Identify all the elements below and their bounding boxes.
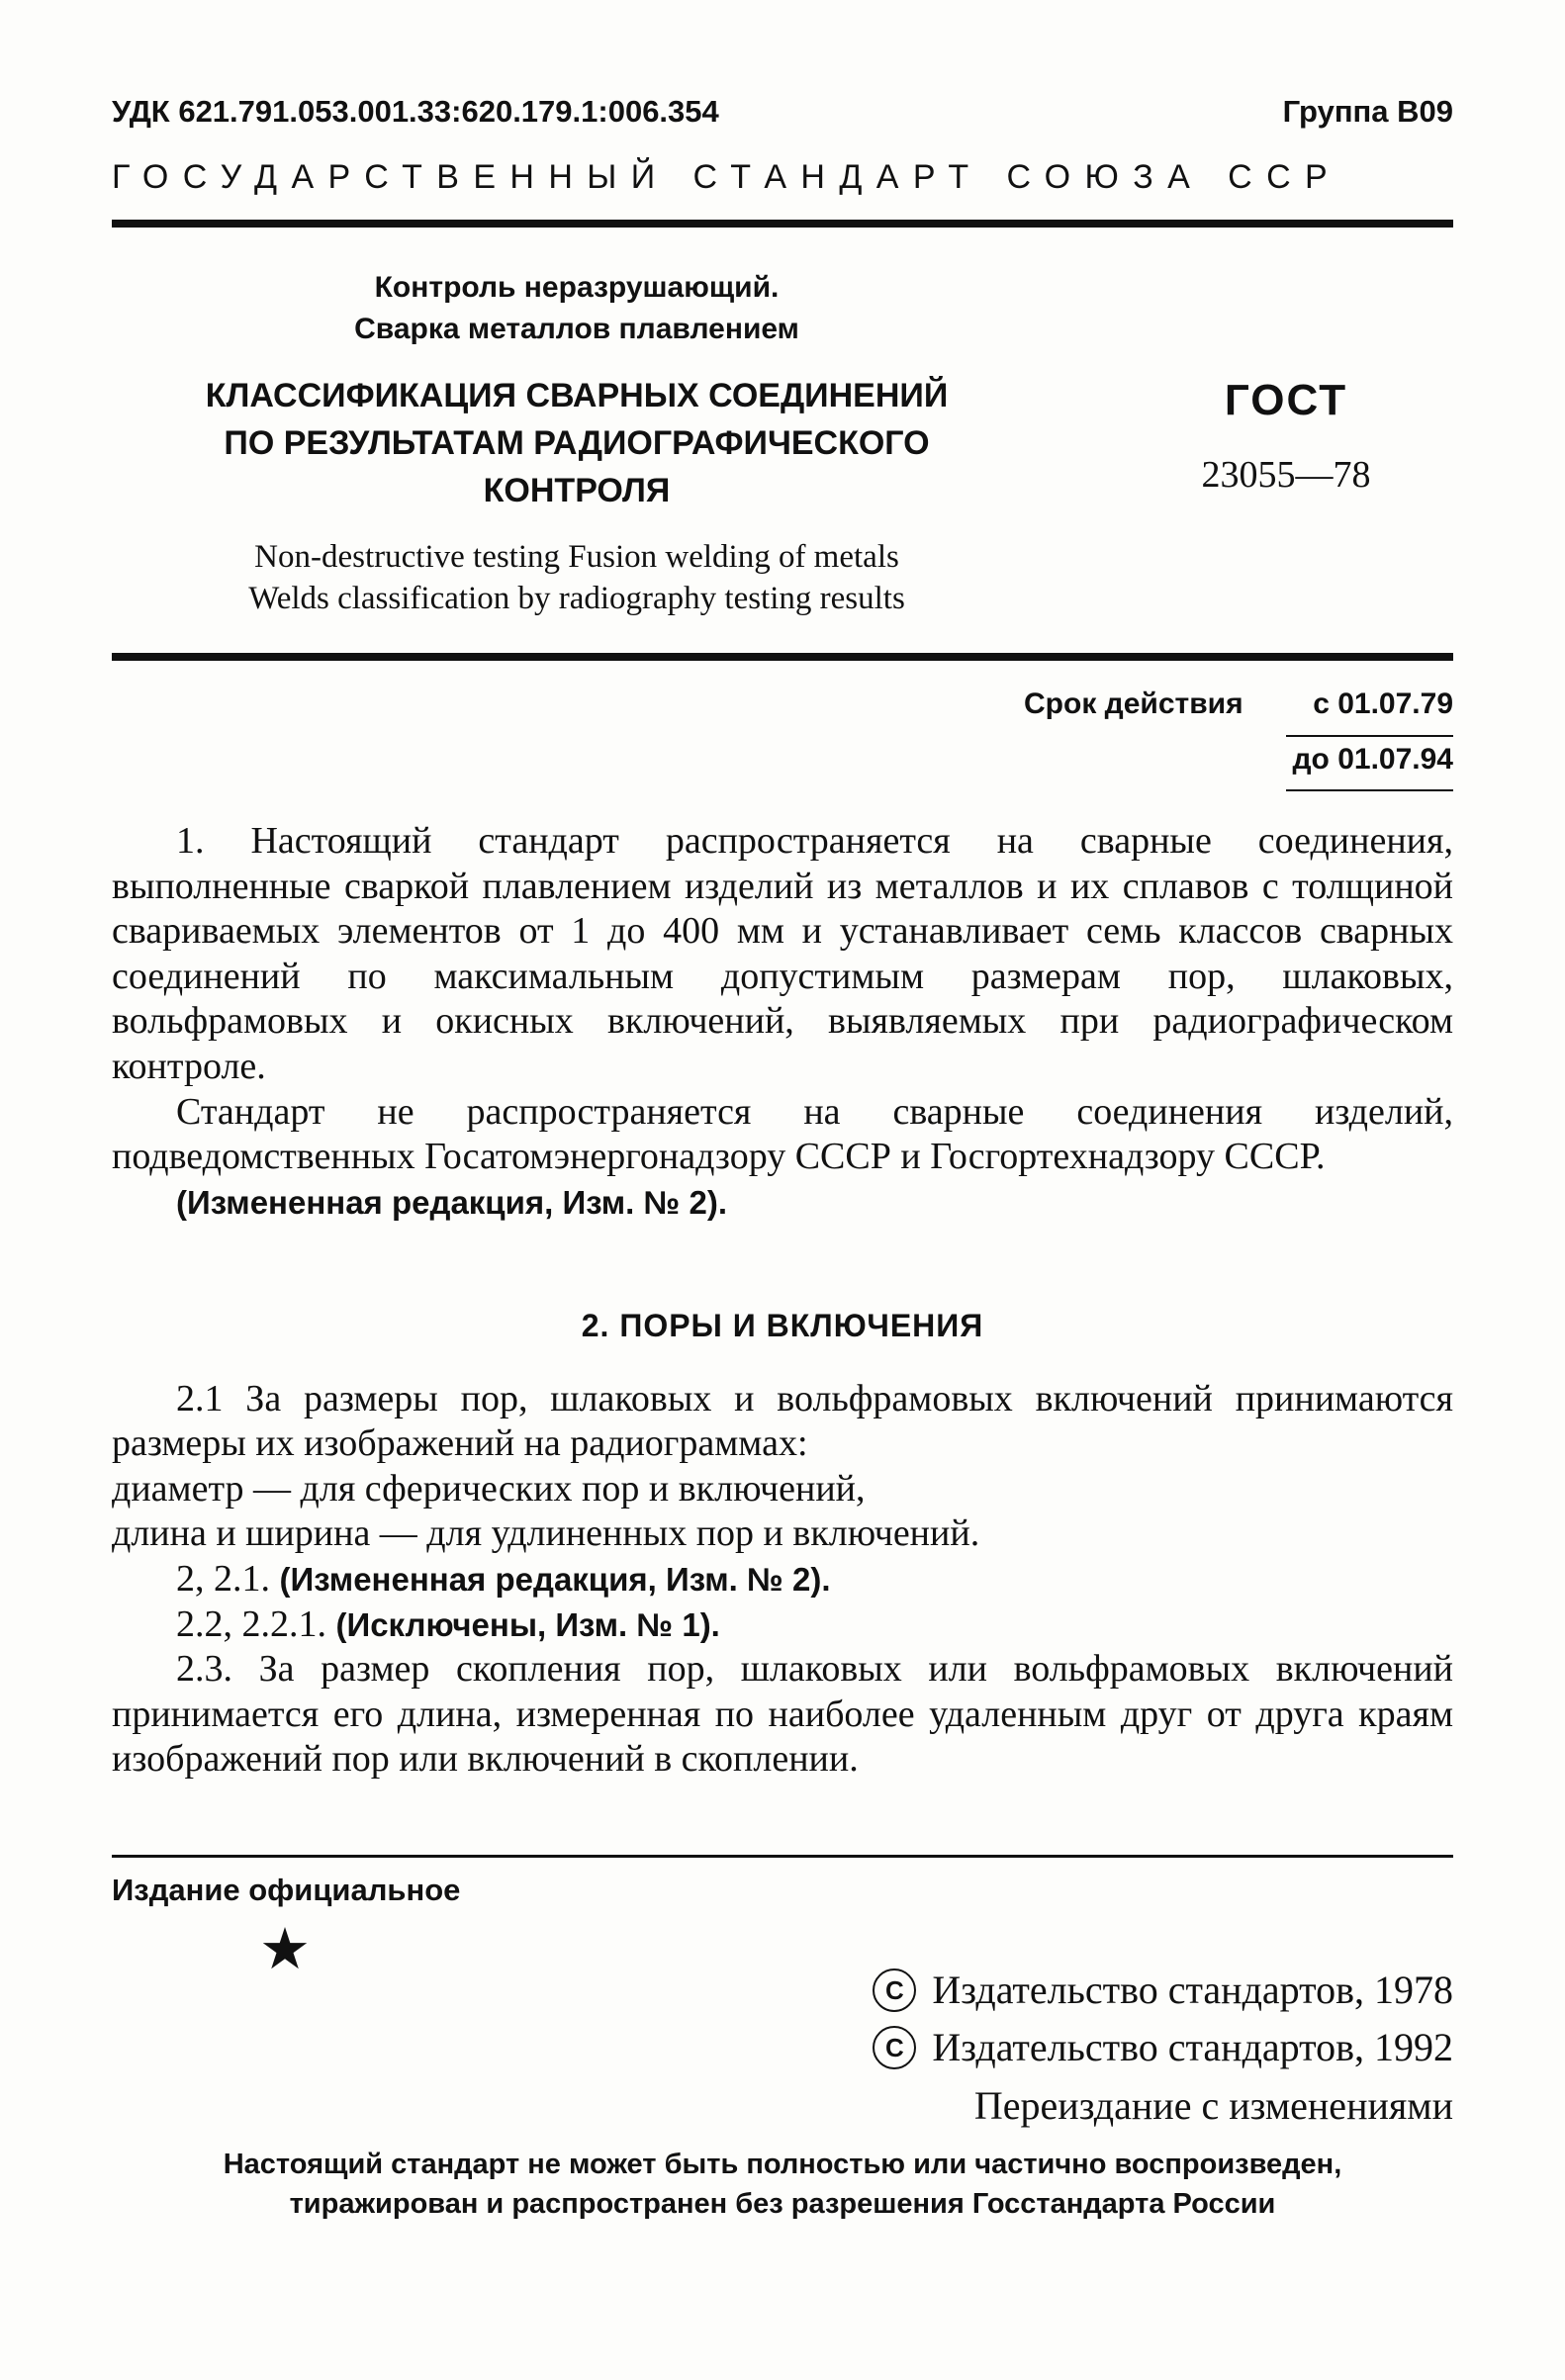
udc-code: УДК 621.791.053.001.33:620.179.1:006.354 xyxy=(112,94,719,129)
official-edition: Издание официальное xyxy=(112,1873,461,1907)
copyright-icon: C xyxy=(873,2026,916,2069)
clause-2-1: 2.1 За размеры пор, шлаковых и вольфрамовых включений принимаются размеры их изображений на радиограммах: xyxy=(112,1377,1453,1465)
header-row xyxy=(112,94,1453,134)
amendment-2-2-text: (Исключены, Изм. № 1). xyxy=(335,1605,720,1643)
english-title-line-1: Non-destructive testing Fusion welding of metals xyxy=(254,539,899,575)
notice-line-2: тиражирован и распространен без разрешения Госстандарта России xyxy=(289,2188,1276,2220)
amendment-2-2-number: 2.2, 2.2.1. xyxy=(176,1602,326,1645)
reissue-note: Переиздание с изменениями xyxy=(973,2083,1453,2128)
footer-rule xyxy=(112,1855,1453,1858)
main-title-line-2: ПО РЕЗУЛЬТАТАМ РАДИОГРАФИЧЕСКОГО xyxy=(224,424,930,462)
amendment-2-2 xyxy=(112,1602,1453,1648)
amendment-2-2-1 xyxy=(112,1557,1453,1602)
copyright-1992 xyxy=(873,2024,1453,2070)
amendment-2-2-1-number: 2, 2.1. xyxy=(176,1557,270,1600)
section-2 xyxy=(112,1304,1453,1783)
validity-label: Срок действия xyxy=(1024,687,1243,720)
copyright-1992-text: Издательство стандартов, 1992 xyxy=(932,2025,1453,2069)
title-block xyxy=(112,267,1042,619)
group-code: Группа В09 xyxy=(1282,94,1453,129)
header-rule xyxy=(112,220,1453,228)
amendment-2-2-1-text: (Измененная редакция, Изм. № 2). xyxy=(279,1560,831,1598)
gost-label: ГОСТ xyxy=(1224,376,1348,424)
copyright-icon: C xyxy=(873,1968,916,2012)
english-title xyxy=(112,536,1042,619)
main-title xyxy=(112,372,1042,514)
main-title-line-3: КОНТРОЛЯ xyxy=(483,472,671,509)
title-rule xyxy=(112,653,1453,661)
section-1-paragraph-1: 1. Настоящий стандарт распространяется на сварные соединения, выполненные сваркой плавлением изделий из металлов и их сплавов с толщиной свариваемых элементов от 1 до 400 мм и устанавливает семь классов сварных соединений по максимальным допустимым размерам пор, шлаковых, вольфрамовых и окисных включений, выявляемых при радиографическом контроле. xyxy=(112,820,1453,1087)
clause-2-1-length-width: длина и ширина — для удлиненных пор и включений. xyxy=(112,1512,980,1555)
section-2-heading: 2. ПОРЫ И ВКЛЮЧЕНИЯ xyxy=(581,1308,984,1343)
english-title-line-2: Welds classification by radiography testing results xyxy=(248,581,905,616)
section-1-amendment: (Измененная редакция, Изм. № 2). xyxy=(176,1183,727,1221)
reproduction-notice xyxy=(112,2145,1453,2224)
copyright-1978-text: Издательство стандартов, 1978 xyxy=(932,1968,1453,2012)
section-1 xyxy=(112,819,1453,1225)
main-title-line-1: КЛАССИФИКАЦИЯ СВАРНЫХ СОЕДИНЕНИЙ xyxy=(205,377,949,414)
notice-line-1: Настоящий стандарт не может быть полностью или частично воспроизведен, xyxy=(223,2149,1342,2180)
validity-from: с 01.07.79 xyxy=(1313,687,1453,720)
copyright-1978 xyxy=(873,1967,1453,2013)
clause-2-3: 2.3. За размер скопления пор, шлаковых или вольфрамовых включений принимается его длина, измеренная по наиболее удаленным друг от друга краям изображений пор или включений в скоплении. xyxy=(112,1648,1453,1781)
validity-to: до 01.07.94 xyxy=(1292,743,1453,776)
gost-designation xyxy=(1108,376,1464,497)
subject-line-1: Контроль неразрушающий. xyxy=(374,271,780,304)
validity-underline-1 xyxy=(1286,735,1453,737)
state-standard-line: ГОСУДАРСТВЕННЫЙ СТАНДАРТ СОЮЗА ССР xyxy=(112,158,1342,196)
star-icon: ★ xyxy=(259,1917,311,1981)
subject-line-2: Сварка металлов плавлением xyxy=(354,313,799,345)
clause-2-1-diameter: диаметр — для сферических пор и включений, xyxy=(112,1467,866,1510)
validity-underline-2 xyxy=(1286,789,1453,791)
gost-number: 23055—78 xyxy=(1201,454,1371,496)
section-1-paragraph-2: Стандарт не распространяется на сварные соединения изделий, подведомственных Госатомэнергонадзору СССР и Госгортехнадзору СССР. xyxy=(112,1090,1453,1178)
